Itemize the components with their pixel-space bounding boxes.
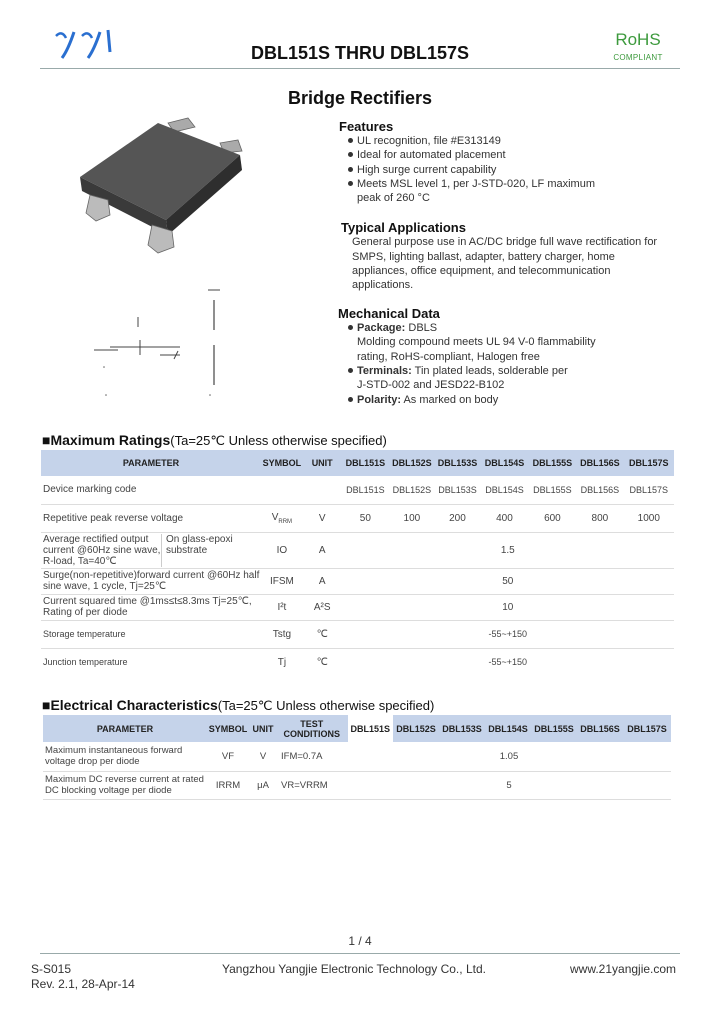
col-header: UNIT [249,715,277,742]
table-cell: μA [257,779,269,791]
mechanical-terminals: Terminals: Tin plated leads, solderable per [348,365,568,377]
typical-applications-heading: Typical Applications [341,220,466,235]
col-header: SYMBOL [261,450,303,476]
table-cell: Junction temperature [43,657,128,668]
table-cell: 100 [403,512,421,524]
table-cell: DBL153S [438,484,477,495]
table-cell: Maximum DC reverse current at rated DC blocking voltage per diode [45,774,204,796]
table-cell: V [259,750,267,762]
table-cell: V [318,512,326,524]
table-cell: $V_{RRM}$ [271,511,293,525]
table-row [41,532,674,568]
page-number: 1 / 4 [348,934,372,948]
table-cell: 5 [506,779,512,791]
table-row [41,476,674,504]
table-row [41,504,674,532]
rohs-compliant-label: COMPLIANT [613,53,663,62]
table-cell [303,476,342,504]
table-cell: DBL157S [629,484,669,495]
col-header: DBL157S [623,715,671,742]
col-header: DBL153S [439,715,485,742]
col-header: DBL156S [577,715,623,742]
table-cell: Current squared time @1ms≤t≤8.3ms Tj=25℃, Rating of per diode [43,596,252,618]
max-ratings-heading: ■Maximum Ratings(Ta=25℃ Unless otherwise specified) [42,432,387,448]
package-image [70,115,260,260]
footer-divider [40,953,680,954]
features-heading: Features [339,119,394,134]
table-row [41,620,674,648]
col-header: PARAMETER [43,715,207,742]
table-cell: IRRM [215,779,241,791]
table-cell: DBL154S [485,484,524,495]
mechanical-package-line: rating, RoHS-compliant, Halogen free [357,351,540,363]
table-cell: IFM=0.7A [281,750,323,762]
table-cell: DBL152S [392,484,432,495]
mechanical-polarity: Polarity: As marked on body [348,394,498,406]
typical-applications-line: applications. [352,279,414,291]
electrical-heading: ■Electrical Characteristics(Ta=25℃ Unless otherwise specified) [42,697,435,713]
table-cell: VF [221,750,235,762]
table-cell: IO [276,544,288,556]
col-header: DBL151S [347,715,393,742]
table-cell: ℃ [316,656,328,668]
table-cell: ℃ [316,628,328,640]
typical-applications-line: appliances, office equipment, and telecommunication [352,265,611,277]
table-cell: Maximum instantaneous forward voltage drop per diode [45,745,183,768]
polarity-schematic [90,285,230,405]
col-header: DBL154S [480,450,528,476]
table-cell: Average rectified output current @60Hz sine wave, R-load, Ta=40℃ On glass-epoxi substrate [41,532,261,568]
col-header: DBL152S [389,450,435,476]
website-link[interactable]: www.21yangjie.com [570,962,677,976]
revision-info: Rev. 2.1, 28-Apr-14 [31,977,135,991]
col-header: DBL151S [342,450,389,476]
table-cell: -55~+150 [488,629,528,639]
table-row [41,648,674,676]
table-cell: I²t [277,601,287,613]
table-header-row [43,715,671,742]
col-header: UNIT [303,450,342,476]
col-header: DBL155S [529,450,576,476]
table-cell: Storage temperature [43,629,126,639]
mechanical-data-heading: Mechanical Data [338,306,440,321]
table-cell: 1.5 [500,544,515,556]
rohs-label: RoHS [615,30,661,49]
col-header: PARAMETER [41,450,261,476]
rohs-badge [608,30,668,62]
table-cell: DBL155S [533,484,572,495]
col-header: DBL155S [531,715,577,742]
table-cell: 1000 [637,512,660,524]
col-header: DBL152S [393,715,439,742]
table-cell: Repetitive peak reverse voltage [43,512,184,524]
electrical-condition: (Ta=25℃ Unless otherwise specified) [217,698,435,713]
table-cell: Device marking code [43,484,137,496]
table-row [43,771,671,799]
mechanical-package-line: Molding compound meets UL 94 V-0 flammability [357,336,596,348]
table-cell: Surge(non-repetitive)forward current @60Hz half sine wave, 1 cycle, Tj=25℃ [43,570,260,592]
max-ratings-condition: (Ta=25℃ Unless otherwise specified) [170,433,387,448]
table-header-row [41,450,674,476]
table-row [41,594,674,620]
header-divider [40,68,680,69]
typical-applications-line: General purpose use in AC/DC bridge full wave rectification for [352,236,658,248]
feature-item: UL recognition, file #E313149 [348,135,501,147]
col-header: TEST CONDITIONS [277,715,347,742]
feature-item: Ideal for automated placement [348,149,506,161]
table-cell: -55~+150 [488,657,528,668]
mechanical-terminals-line: J-STD-002 and JESD22-B102 [357,379,505,391]
table-cell [261,476,303,504]
table-row [41,568,674,594]
col-header: SYMBOL [207,715,249,742]
table-cell: 800 [591,512,609,524]
document-title: DBL151S THRU DBL157S [250,43,470,63]
table-cell: Tstg [272,628,292,640]
table-cell: VR=VRRM [281,779,328,791]
table-cell: 50 [359,512,371,524]
electrical-table [43,715,671,800]
table-cell: A [318,575,326,587]
table-row [43,742,671,771]
col-header: DBL156S [576,450,623,476]
table-cell: DBL151S [346,484,385,495]
table-cell: 50 [502,575,514,587]
col-header: DBL154S [485,715,531,742]
table-cell: 1.05 [499,750,519,762]
col-header: DBL153S [435,450,481,476]
table-cell: Tj [277,656,287,668]
company-name: Yangzhou Yangjie Electronic Technology Co., Ltd. [222,962,486,976]
table-cell: IFSM [269,575,294,587]
col-header: DBL157S [624,450,674,476]
table-cell: A [318,544,326,556]
feature-item-continued: peak of 260 °C [357,192,430,204]
page-subtitle: Bridge Rectifiers [287,88,433,108]
table-cell: A²S [313,601,331,613]
mechanical-package: Package: DBLS [348,322,437,334]
document-code: S-S015 [31,962,72,976]
table-cell: 400 [496,512,513,524]
table-cell: 600 [544,512,561,524]
table-cell: DBL156S [580,484,620,495]
feature-item: Meets MSL level 1, per J-STD-020, LF maximum [348,178,595,190]
table-cell: 200 [449,512,466,524]
typical-applications-line: SMPS, lighting ballast, adapter, battery charger, home [352,251,615,263]
feature-item: High surge current capability [348,164,496,176]
max-ratings-table [41,450,674,676]
table-cell: 10 [502,601,514,613]
